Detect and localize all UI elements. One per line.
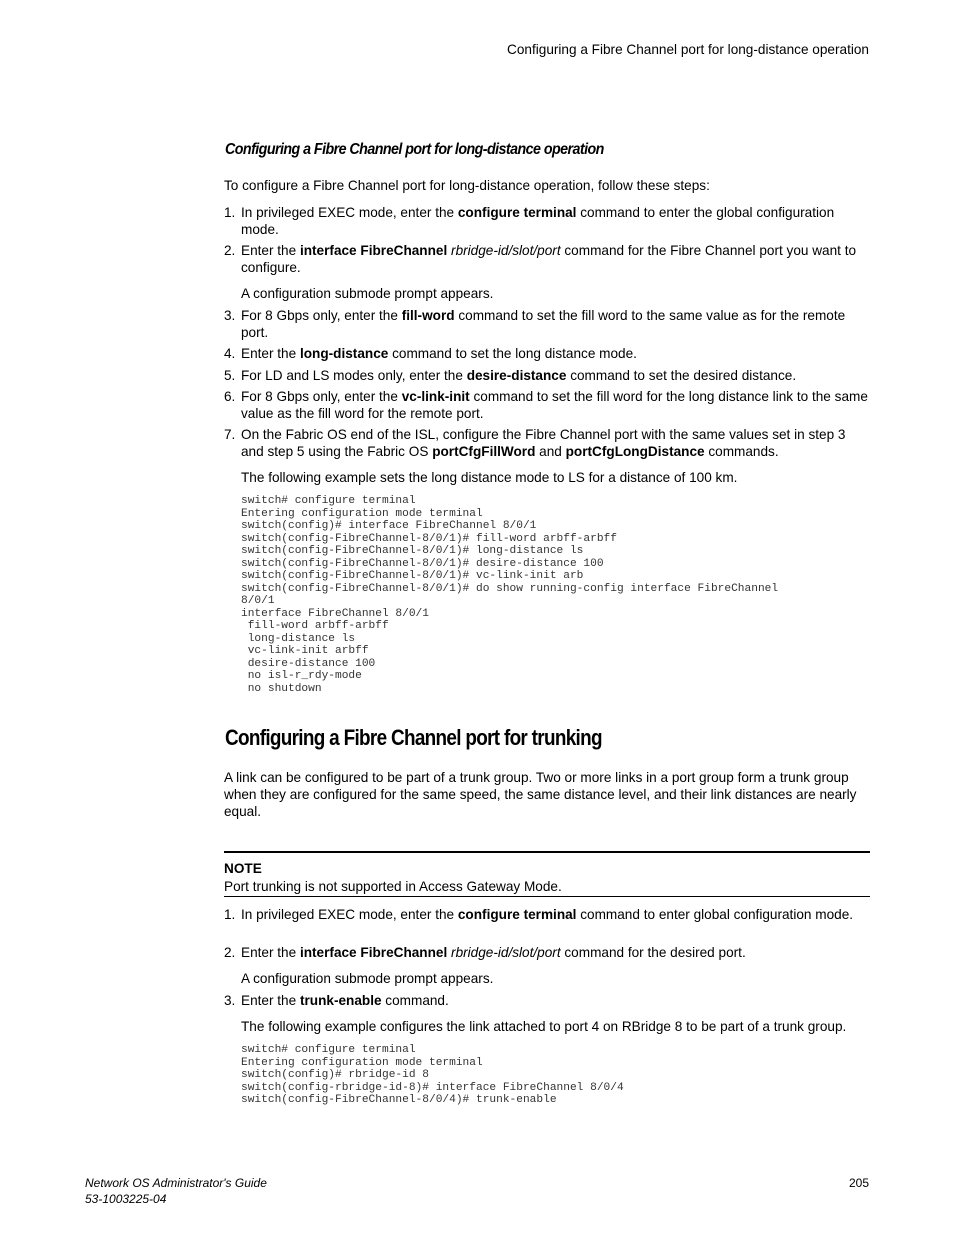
- trunk-step-1: 1. In privileged EXEC mode, enter the configure terminal command to enter global configuration mode.: [224, 907, 854, 922]
- trunk-step-3: 3. Enter the trunk-enable command.: [224, 993, 449, 1008]
- step-number: 2.: [224, 945, 236, 960]
- trunk-submode-note: A configuration submode prompt appears.: [241, 971, 494, 986]
- step-7: 7. On the Fabric OS end of the ISL, configure the Fibre Channel port with the same values set in step 3 and step 5 using the Fabric OS portCfgFillWord and portCfgLongDistance commands.: [224, 427, 846, 459]
- step-number: 1.: [224, 907, 236, 922]
- step-number: 7.: [224, 427, 236, 442]
- step-6: 6. For 8 Gbps only, enter the vc-link-init command to set the fill word for the long distance link to the same value as the fill word for the remote port.: [224, 389, 868, 421]
- footer-doc-number: 53-1003225-04: [85, 1192, 167, 1206]
- trunking-intro: A link can be configured to be part of a trunk group. Two or more links in a port group form a trunk group when they are configured for the same speed, the same distance level, and their link distances are nearly equal.: [224, 770, 857, 819]
- section-heading-long-distance: Configuring a Fibre Channel port for long-distance operation: [225, 141, 604, 158]
- step-number: 4.: [224, 346, 236, 361]
- note-label: NOTE: [224, 861, 262, 876]
- note-top-rule: [224, 851, 870, 853]
- note-bottom-rule: [224, 896, 870, 897]
- submode-note: A configuration submode prompt appears.: [241, 286, 494, 301]
- running-header: Configuring a Fibre Channel port for long-distance operation: [507, 42, 869, 57]
- step-4: 4. Enter the long-distance command to set the long distance mode.: [224, 346, 637, 361]
- section-heading-trunking: Configuring a Fibre Channel port for trunking: [225, 725, 602, 750]
- footer-guide-title: Network OS Administrator's Guide: [85, 1176, 267, 1190]
- step-5: 5. For LD and LS modes only, enter the desire-distance command to set the desired distance.: [224, 368, 797, 383]
- trunk-step-2: 2. Enter the interface FibreChannel rbridge-id/slot/port command for the desired port.: [224, 945, 746, 960]
- step-number: 6.: [224, 389, 236, 404]
- step-number: 2.: [224, 243, 236, 258]
- note-text: Port trunking is not supported in Access Gateway Mode.: [224, 879, 562, 894]
- step-number: 3.: [224, 993, 236, 1008]
- page-number: 205: [848, 1176, 869, 1190]
- code-example-long-distance: switch# configure terminal Entering configuration mode terminal switch(config)# interface FibreChannel 8/0/1 switch(config-FibreChannel-8/0/1)# fill-word arbff-arbff switch(config-FibreChannel-8/0/1)# long-distance ls switch(config-FibreChannel-8/0/1)# desire-distance 100 switch(config-FibreChannel-8/0/1)# vc-link-init arb switch(config-FibreChannel-8/0/1)# do show running-config interface FibreChannel 8/0/1 interface FibreChannel 8/0/1 fill-word arbff-arbff long-distance ls vc-link-init arbff desire-distance 100 no isl-r_rdy-mode no shutdown: [241, 495, 779, 695]
- step-number: 1.: [224, 205, 236, 220]
- step-2: 2. Enter the interface FibreChannel rbridge-id/slot/port command for the Fibre Channel port you want to configure.: [224, 243, 857, 275]
- trunk-example-intro: The following example configures the link attached to port 4 on RBridge 8 to be part of a trunk group.: [241, 1019, 847, 1034]
- intro-paragraph: To configure a Fibre Channel port for long-distance operation, follow these steps:: [224, 178, 710, 193]
- code-example-trunking: switch# configure terminal Entering configuration mode terminal switch(config)# rbridge-id 8 switch(config-rbridge-id-8)# interface FibreChannel 8/0/4 switch(config-FibreChannel-8/0/4)# trunk-enable: [241, 1044, 624, 1106]
- step-1: 1. In privileged EXEC mode, enter the configure terminal command to enter the global configuration mode.: [224, 205, 835, 237]
- step-3: 3. For 8 Gbps only, enter the fill-word command to set the fill word to the same value as for the remote port.: [224, 308, 846, 340]
- step-number: 5.: [224, 368, 236, 383]
- step-number: 3.: [224, 308, 236, 323]
- example-intro: The following example sets the long distance mode to LS for a distance of 100 km.: [241, 470, 738, 485]
